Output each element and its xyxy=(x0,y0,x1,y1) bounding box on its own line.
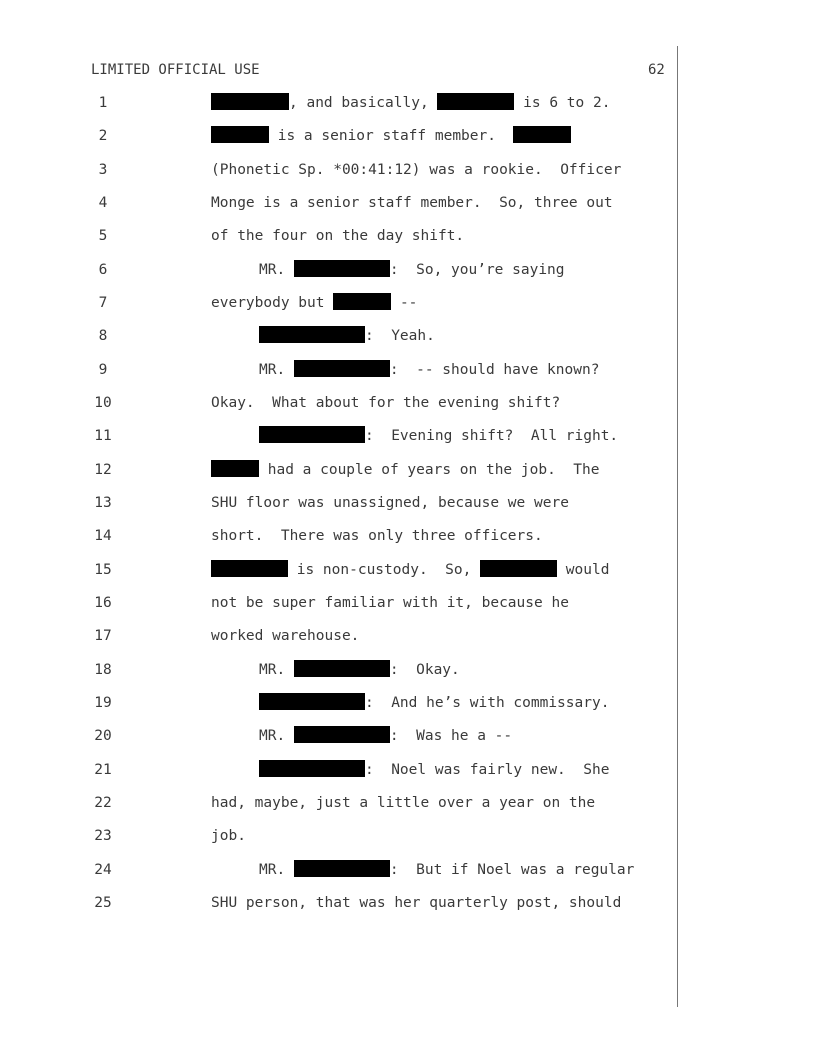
transcript-line xyxy=(0,759,677,781)
text-segment: of the four on the day shift. xyxy=(211,228,465,245)
text-segment: : -- should have known? xyxy=(389,361,600,378)
line-text xyxy=(211,792,595,814)
text-segment: -- xyxy=(391,294,418,311)
transcript-line xyxy=(0,92,677,114)
text-segment: : Evening shift? All right. xyxy=(365,428,619,445)
transcript-line xyxy=(0,325,677,347)
transcript-line xyxy=(0,459,677,481)
text-segment: , and basically, xyxy=(289,95,438,111)
redaction-block xyxy=(294,360,390,377)
line-text xyxy=(259,725,512,747)
line-text xyxy=(211,459,599,481)
line-number: 7 xyxy=(98,294,108,311)
transcript-line xyxy=(0,425,677,447)
line-text xyxy=(259,325,435,347)
text-segment: MR. xyxy=(259,728,294,745)
text-segment: everybody but xyxy=(211,294,334,311)
text-segment: MR. xyxy=(259,661,294,678)
transcript-line xyxy=(0,659,677,681)
text-segment: would xyxy=(557,561,610,578)
line-text xyxy=(211,292,417,314)
text-segment: Monge is a senior staff member. So, three out xyxy=(211,194,613,211)
transcript-line xyxy=(0,859,677,881)
line-number: 20 xyxy=(94,728,112,745)
transcript-line xyxy=(0,559,677,581)
redaction-block xyxy=(480,560,557,577)
redaction-block xyxy=(259,326,365,343)
line-text xyxy=(259,259,565,281)
line-number: 4 xyxy=(98,194,108,211)
transcript-line xyxy=(0,592,677,614)
text-segment: : But if Noel was a regular xyxy=(389,861,635,878)
line-text xyxy=(259,692,609,714)
transcript-line xyxy=(0,892,677,914)
text-segment: SHU floor was unassigned, because we were xyxy=(211,494,569,511)
redaction-block xyxy=(211,560,288,577)
redaction-block xyxy=(294,726,390,743)
line-text xyxy=(211,525,543,547)
transcript-line xyxy=(0,392,677,414)
transcript-line xyxy=(0,792,677,814)
transcript-line xyxy=(0,292,677,314)
redaction-block xyxy=(211,126,269,143)
text-segment: MR. xyxy=(259,861,294,878)
redaction-block xyxy=(294,860,390,877)
text-segment: had a couple of years on the job. The xyxy=(259,461,600,478)
transcript-line xyxy=(0,359,677,381)
text-segment: not be super familiar with it, because he xyxy=(211,594,569,611)
text-segment: Okay. What about for the evening shift? xyxy=(211,394,561,411)
text-segment: : So, you’re saying xyxy=(389,261,565,278)
line-number: 14 xyxy=(94,528,112,545)
transcript-line xyxy=(0,825,677,847)
line-number: 24 xyxy=(94,861,112,878)
line-number: 18 xyxy=(94,661,112,678)
line-number: 6 xyxy=(98,261,108,278)
line-text xyxy=(259,859,634,881)
line-text xyxy=(211,559,609,581)
line-text xyxy=(259,759,609,781)
transcript-line xyxy=(0,625,677,647)
redaction-block xyxy=(211,460,259,477)
line-text xyxy=(211,159,621,181)
line-number: 9 xyxy=(98,361,108,378)
line-number: 5 xyxy=(98,228,108,245)
text-segment: : Noel was fairly new. She xyxy=(365,761,610,778)
transcript-line xyxy=(0,225,677,247)
redaction-block xyxy=(259,426,365,443)
line-text xyxy=(211,592,569,614)
redaction-block xyxy=(259,693,365,710)
text-segment: short. There was only three officers. xyxy=(211,528,543,545)
redaction-block xyxy=(333,293,391,310)
transcript-line xyxy=(0,725,677,747)
line-text xyxy=(211,92,610,114)
line-number: 17 xyxy=(94,628,112,645)
text-segment: : Was he a -- xyxy=(389,728,513,745)
line-number: 25 xyxy=(94,894,112,911)
right-margin-rule xyxy=(677,46,678,1007)
redaction-block xyxy=(437,93,514,110)
line-number: 8 xyxy=(98,328,108,345)
line-text xyxy=(259,659,460,681)
classification-header: LIMITED OFFICIAL USE xyxy=(91,62,260,78)
line-text xyxy=(211,892,621,914)
line-number: 12 xyxy=(94,461,112,478)
text-segment: is non-custody. So, xyxy=(288,561,481,578)
line-number: 23 xyxy=(94,828,112,845)
text-segment: job. xyxy=(211,828,246,845)
transcript-line xyxy=(0,692,677,714)
line-text xyxy=(211,625,359,647)
line-text xyxy=(211,492,569,514)
line-number: 19 xyxy=(94,694,112,711)
line-number: 22 xyxy=(94,794,112,811)
line-number: 13 xyxy=(94,494,112,511)
line-number: 16 xyxy=(94,594,112,611)
line-text xyxy=(211,392,560,414)
line-number: 11 xyxy=(94,428,112,445)
line-number: 1 xyxy=(98,95,108,111)
redaction-block xyxy=(211,93,289,110)
text-segment: SHU person, that was her quarterly post, should xyxy=(211,894,622,911)
line-text xyxy=(211,192,613,214)
line-number: 3 xyxy=(98,161,108,178)
line-number: 10 xyxy=(94,394,112,411)
redaction-block xyxy=(259,760,365,777)
text-segment: MR. xyxy=(259,361,294,378)
transcript-line xyxy=(0,525,677,547)
line-text xyxy=(259,425,618,447)
text-segment: is a senior staff member. xyxy=(269,128,514,145)
line-text xyxy=(259,359,599,381)
redaction-block xyxy=(513,126,571,143)
line-number: 21 xyxy=(94,761,112,778)
line-text xyxy=(211,825,246,847)
text-segment: : And he’s with commissary. xyxy=(365,694,610,711)
line-text xyxy=(211,225,464,247)
text-segment: had, maybe, just a little over a year on the xyxy=(211,794,596,811)
line-text xyxy=(211,125,571,147)
text-segment: (Phonetic Sp. *00:41:12) was a rookie. Officer xyxy=(211,161,622,178)
text-segment: worked warehouse. xyxy=(211,628,360,645)
transcript-line xyxy=(0,125,677,147)
text-segment: is 6 to 2. xyxy=(514,95,611,111)
redaction-block xyxy=(294,260,390,277)
transcript-line xyxy=(0,159,677,181)
line-number: 2 xyxy=(98,128,108,145)
redaction-block xyxy=(294,660,390,677)
text-segment: : Yeah. xyxy=(365,328,435,345)
transcript-line xyxy=(0,192,677,214)
transcript-line xyxy=(0,259,677,281)
text-segment: : Okay. xyxy=(389,661,460,678)
page-number: 62 xyxy=(648,62,665,78)
text-segment: MR. xyxy=(259,261,294,278)
line-number: 15 xyxy=(94,561,112,578)
transcript-line xyxy=(0,492,677,514)
